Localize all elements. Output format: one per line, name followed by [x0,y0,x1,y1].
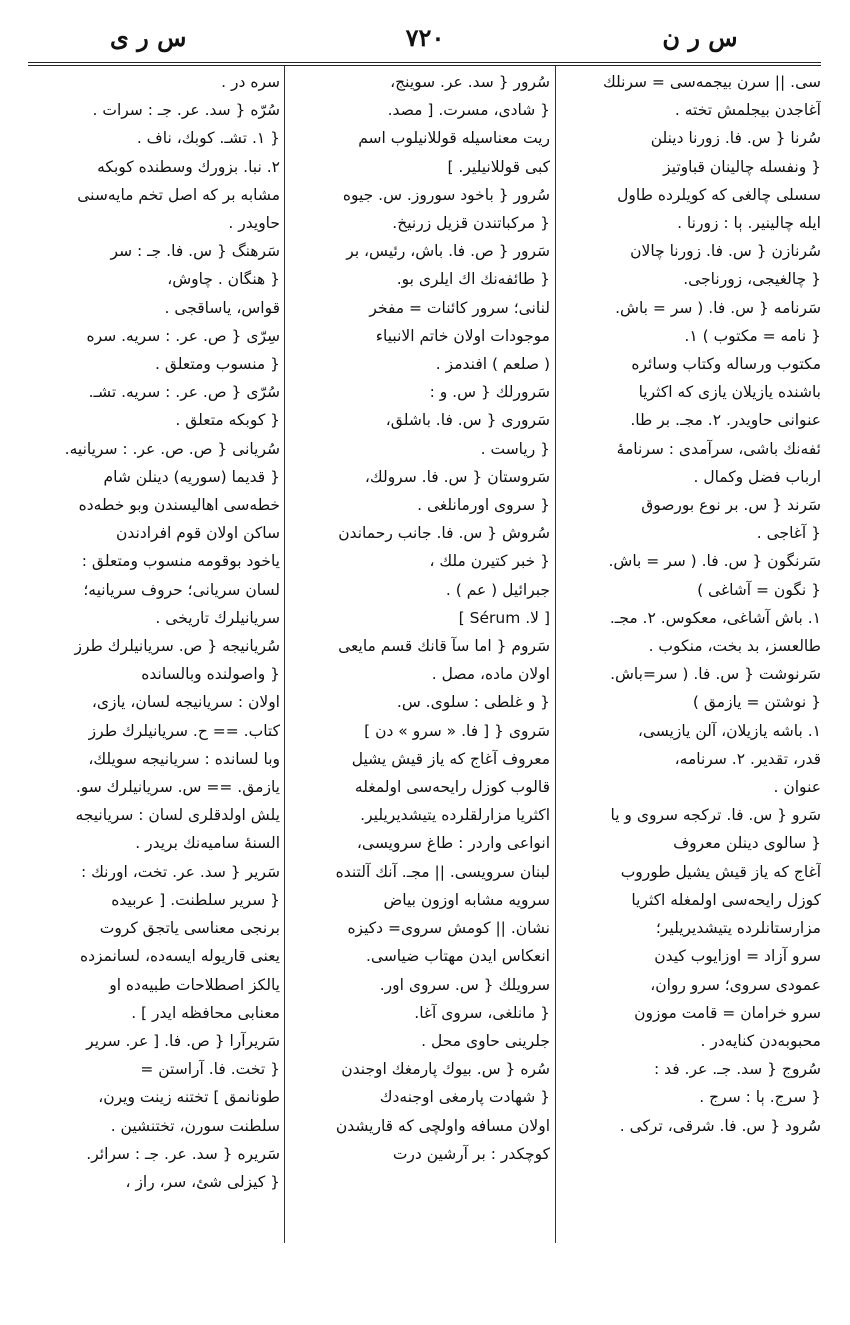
entry-line: { رياست . [480,439,550,458]
entry-line: قواس، ياساقجى . [164,298,280,317]
entry-line: { شادى، مسرت. [ مصد. [387,101,550,120]
entry-line: لنانى؛ سرور كائنات = مفخر [369,298,550,317]
entry-line: { قديما (سوريه) دينلن شام [103,467,280,486]
entry-line: ساكن اولان قوم افرادندن [115,524,280,543]
entry-line: { تخت. فا. آراستن = [140,1060,280,1079]
entry-line: سَرنامه { س. فا. ( سر = باش. [615,298,821,317]
entry-line: طونانمق ] تختنه زينت ويرن، [98,1088,280,1107]
entry-line: جلرينى حاوى محل . [421,1031,550,1050]
entry-line: انواعى واردر : طاغ سرويسى، [356,834,550,853]
entry-line: قدر، تقدير. ٢. سرنامه، [674,749,821,768]
entry-line: سُرور { باخود سوروز. س. جيوه [342,185,550,204]
page-number: ٧٢٠ [405,23,445,52]
entry-line: سرويلك { س. سروى اور. [379,975,550,994]
entry-line: ١. باشه يازيلان، آلن يازيسى، [637,721,821,740]
entry-line: سَروى { [ فا. « سرو » دن ] [364,721,550,740]
entry-line: { شهادت پارمغى اوجنه‌دك [379,1088,550,1107]
entry-line: لبنان سرويسى. || مجـ. آنك آلتنده [335,862,550,881]
entry-line: سُروش { س. فا. جانب رحماندن [338,524,550,543]
entry-line: سُريانى { ص. ص. عر. : سريانيه. [64,439,280,458]
entry-line: ( صلعم ) افندمز . [435,355,550,374]
entry-line: ايله چالينير. ٻا : زورنا . [677,214,821,233]
entry-line: خطه‌سى اهاليسندن وبو خطه‌ده [78,496,280,515]
entry-line: سُريانيجه { ص. سريانيلرك طرز [74,637,280,656]
entry-line: سرويه مشابه اوزون بياض [383,890,550,909]
entry-line: عنوان . [773,778,821,797]
column-right [559,68,821,1240]
running-head-left: س ر ى [110,23,187,52]
column-left [30,68,280,1240]
entry-line: ياخود بوقومه منسوب ومتعلق : [81,552,280,571]
entry-line: سَريره { سد. عر. جـ : سرائر. [86,1144,280,1163]
entry-line: سَرور { ص. فا. باش، رئيس، بر [346,242,550,261]
column-divider-right [555,66,556,1243]
entry-line: { هنگان . چاوش، [167,270,280,289]
entry-line: عنوانى حاويدر. ٢. مجـ. بر طا. [630,411,821,430]
entry-line: كوچكدر : بر آرشين درت [392,1144,550,1163]
entry-line: سِرّى { ص. عر. : سريه. سره [86,326,280,345]
entry-line: سَرنوشت { س. فا. ( سر=باش. [610,665,821,684]
entry-line: السنهٔ ساميه‌نك بريدر . [135,834,280,853]
entry-line: { ونفسله چالينان قباوتيز [663,157,821,176]
entry-line: { كيزلى شئ، سر، راز ، [125,1172,280,1191]
entry-line: اولان مسافه واولچى كه قاريشدن [335,1116,550,1135]
entry-line: مكتوب ورساله وكتاب وسائره [631,355,821,374]
column-middle [288,68,550,1240]
entry-line: يالكز اصطلاحات طبيه‌ده او [109,975,280,994]
entry-line: { ١. تشـ. كوبك، ناف . [136,129,280,148]
entry-line: طالعسز، بد بخت، منكوب . [648,637,821,656]
entry-line: سَرنگون { س. فا. ( سر = باش. [608,552,821,571]
entry-line: حاويدر . [228,214,280,233]
entry-line: ١. باش آشاغى، معكوس. ٢. مجـ. [609,608,821,627]
entry-line: سَرورلك { س. و : [429,383,550,402]
entry-line: { نگون = آشاغى ) [697,580,821,599]
entry-line: سَرورى { س. فا. باشلق، [385,411,550,430]
entry-line: سسلى چالغى كه كويلرده طاول [617,185,821,204]
entry-line: معنابى محافظه ايدر ] . [131,1003,280,1022]
entry-line: يلش اولدقلرى لسان : سريانيجه [75,806,280,825]
entry-line: سى. || سرن بيجمه‌سى = سرنلك [602,73,821,91]
entry-line: سَروستان { س. فا. سرولك، [364,467,550,486]
entry-line: يازمق. == س. سريانيلرك سو. [75,778,280,797]
entry-line: موجودات اولان خاتم الانبياء [375,326,550,345]
entry-line: سُروج { سد. جـ. عر. فد : [653,1060,821,1079]
running-head-right: س ر ن [662,23,738,52]
entry-line: { طائفه‌نك اك ايلرى بو. [396,270,550,289]
entry-line: { چالغيجى، زورناجى. [683,270,821,289]
entry-line: اولان : سريانيجه لسان، يازى، [91,693,280,712]
entry-line: اكثريا مزارلقلرده يتيشديريلير. [360,806,550,825]
entry-line: وبا لسانده : سريانيجه سويلك، [88,749,280,768]
entry-line: { سالوى دينلن معروف [673,834,821,853]
entry-line: { منسوب ومتعلق . [155,355,280,374]
entry-line: نشان. || كومش سروى= دكيزه [347,919,550,938]
entry-line: محبوبه‌دن كنايه‌در . [700,1031,821,1050]
entry-line: { سروى اورمانلغى . [417,496,550,515]
entry-line: سُره { س. بيوك پارمغك اوجندن [341,1060,550,1079]
entry-line: ئفه‌نك باشى، سرآمدى : سرنامهٔ [616,439,821,458]
entry-line: { واصولنده وبالسانده [141,665,280,684]
header-rule-thin [28,65,821,66]
entry-line: انعكاس ايدن مهتاب ضياسى. [365,947,550,966]
entry-line: سُرنازن { س. فا. زورنا چالان [630,242,821,261]
entry-line: برنجى معناسى ياتجق كروت [99,919,280,938]
entry-line: لسان سريانى؛ حروف سريانيه؛ [83,580,280,599]
entry-line: { سرير سلطنت. [ عربيده [111,890,280,909]
entry-line: سُرّى { ص. عر. : سريه. تشـ. [88,383,280,402]
entry-line: آغاج كه ياز قيش يشيل طوروب [620,862,821,881]
entry-line: كتاب. == ح. سريانيلرك طرز [88,721,280,740]
entry-line: سَرير { سد. عر. تخت، اورنك : [80,862,280,881]
entry-line: سَروم { اما سآ قانك قسم مايعى [338,637,550,656]
entry-line: { مانلغى، سروى آغا. [414,1003,550,1022]
entry-line: ريت معناسيله قوللانيلوب اسم [358,129,550,148]
entry-line: ارباب فضل وكمال . [693,467,821,486]
entry-line: عمودى سروى؛ سرو روان، [650,975,821,994]
entry-line: سُرود { س. فا. شرقى، تركى . [619,1116,821,1135]
entry-line: سريانيلرك تاريخى . [155,608,280,627]
entry-line: باشنده يازيلان يازى كه اكثريا [638,383,821,402]
entry-line: سَرو { س. فا. تركجه سروى و يا [610,806,821,825]
entry-line: سُرنا { س. فا. زورنا دينلن [650,129,821,148]
entry-line: { نوشتن = يازمق ) [692,693,821,712]
entry-line: يعنى قاريوله ايسه‌ده، لسانمزده [79,947,280,966]
entry-line: سَريرآرا { ص. فا. [ عر. سرير [86,1031,280,1050]
entry-line: سَرهنگ { س. فا. جـ : سر [110,242,280,261]
entry-line: معروف آغاج كه ياز قيش يشيل [351,749,550,768]
entry-line: سرو آزاد = اوزايوب كيدن [654,947,821,966]
entry-line: آغاجدن بيجلمش تخته . [674,101,821,120]
entry-line: جبرائيل ( عم ) . [445,580,550,599]
entry-line: اولان ماده، مصل . [431,665,550,684]
header-rule [28,62,821,63]
entry-line: { مركباتندن قزيل زرنيخ. [392,214,550,233]
entry-line: { نامه = مكتوب ) ١. [684,326,821,345]
entry-line: سُرور { سد. عر. سوينج، [390,73,550,91]
entry-line: كبى قوللانيلير. ] [447,157,550,176]
entry-line: { كوبكه متعلق . [175,411,280,430]
entry-line: مزارستانلرده يتيشديريلير؛ [655,919,821,938]
entry-line: سَرند { س. بر نوع بورصوق [641,496,821,515]
entry-line: مشابه بر كه اصل تخم مايه‌سنى [77,185,280,204]
entry-line: سره در . [221,73,280,91]
entry-line: سرو خرامان = قامت موزون [634,1003,821,1022]
entry-line: كوزل رايحه‌سى اولمغله اكثريا [631,890,821,909]
entry-line: { آغاجى . [756,524,821,543]
column-divider-left [284,66,285,1243]
entry-line: { سرج. ٻا : سرج . [699,1088,821,1107]
entry-line: ٢. نبا. بزورك وسطنده كوبكه [97,157,280,176]
entry-line: سُرّه { سد. عر. جـ : سرات . [92,101,280,120]
entry-line: سلطنت سورن، تختنشين . [110,1116,280,1135]
entry-line: قالوب كوزل رايحه‌سى اولمغله [354,778,550,797]
entry-line: { خبر كتيرن ملك ، [429,552,550,571]
entry-line: { و غلطى : سلوى. س. [396,693,550,712]
entry-line: [ لا. Sérum ] [458,608,550,627]
